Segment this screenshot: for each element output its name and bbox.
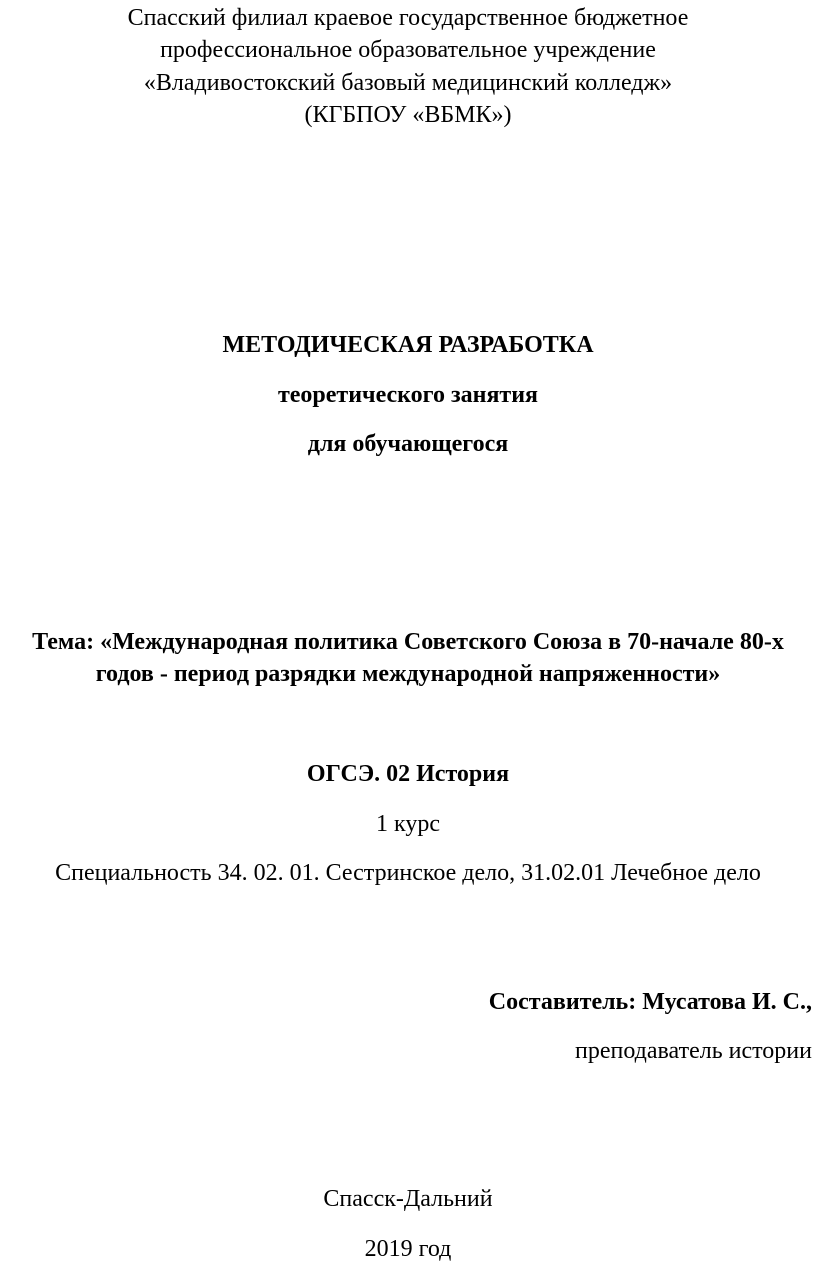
header-line-1: Спасский филиал краевое государственное бюджетное (127, 5, 689, 31)
author-position: преподаватель истории (575, 1038, 812, 1064)
document-title: МЕТОДИЧЕСКАЯ РАЗРАБОТКА (222, 332, 594, 358)
document-subtitle-2: для обучающегося (307, 431, 509, 457)
discipline-name: ОГСЭ. 02 История (306, 761, 510, 787)
author-label: Составитель: Мусатова И. С., (488, 989, 812, 1015)
document-subtitle-1: теоретического занятия (277, 382, 539, 408)
course: 1 курс (376, 811, 440, 837)
topic-line-1: Тема: «Международная политика Советского Союза в 70-начале 80-х (32, 629, 784, 655)
specialty: Специальность 34. 02. 01. Сестринское дело, 31.02.01 Лечебное дело (55, 860, 761, 886)
header-line-3: «Владивостокский базовый медицинский колледж» (143, 70, 673, 96)
header-line-2: профессиональное образовательное учреждение (160, 37, 656, 63)
footer-city: Спасск-Дальний (323, 1186, 493, 1212)
footer-year: 2019 год (364, 1236, 452, 1262)
topic-line-2: годов - период разрядки международной напряженности» (95, 661, 721, 687)
header-line-4: (КГБПОУ «ВБМК») (304, 102, 512, 128)
